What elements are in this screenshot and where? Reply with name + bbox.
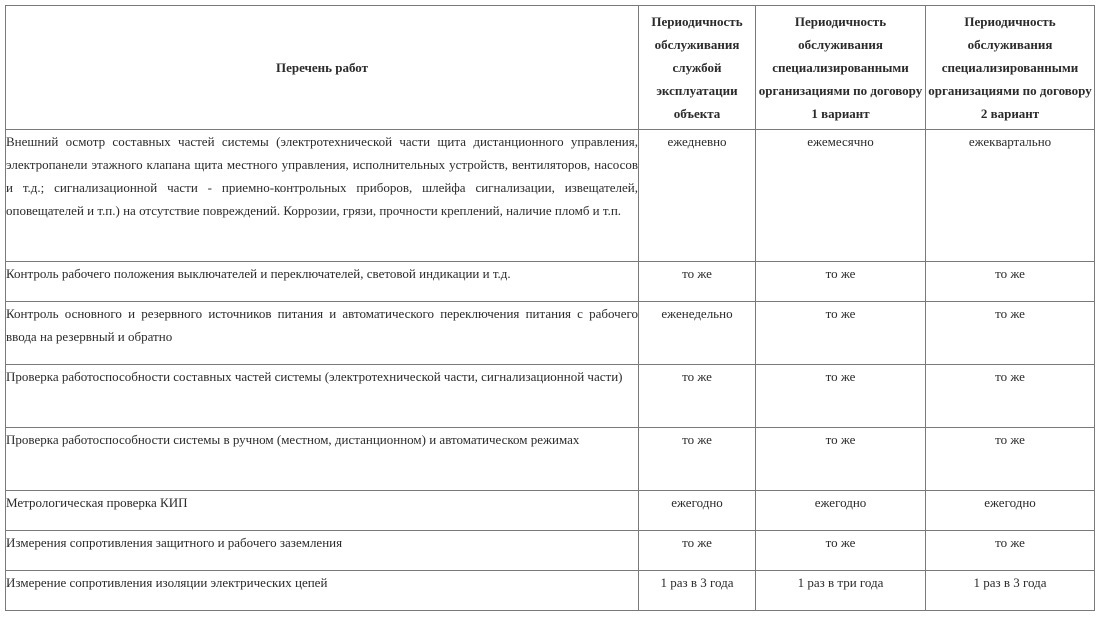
service-cell: то же bbox=[639, 531, 756, 571]
work-cell: Проверка работоспособности составных частей системы (электротехнической части, сигнализационной части) bbox=[6, 365, 639, 428]
header-work-list: Перечень работ bbox=[6, 6, 639, 130]
option2-cell: то же bbox=[926, 428, 1095, 491]
option1-cell: то же bbox=[756, 365, 926, 428]
work-cell: Измерения сопротивления защитного и рабочего заземления bbox=[6, 531, 639, 571]
option1-cell: то же bbox=[756, 302, 926, 365]
table-row bbox=[6, 130, 1095, 262]
header-contract-option-1: Периодичность обслуживания специализированными организациями по договору 1 вариант bbox=[756, 6, 926, 130]
service-cell: 1 раз в 3 года bbox=[639, 571, 756, 611]
header-service-periodicity: Периодичность обслуживания службой эксплуатации объекта bbox=[639, 6, 756, 130]
table-row bbox=[6, 365, 1095, 428]
service-cell: то же bbox=[639, 365, 756, 428]
option2-cell: ежегодно bbox=[926, 491, 1095, 531]
service-cell: то же bbox=[639, 262, 756, 302]
service-cell: ежегодно bbox=[639, 491, 756, 531]
option2-cell: то же bbox=[926, 302, 1095, 365]
work-cell: Метрологическая проверка КИП bbox=[6, 491, 639, 531]
work-cell: Контроль основного и резервного источников питания и автоматического переключения питания с рабочего ввода на резервный и обратно bbox=[6, 302, 639, 365]
table-header-row bbox=[6, 6, 1095, 130]
option2-cell: то же bbox=[926, 262, 1095, 302]
option1-cell: 1 раз в три года bbox=[756, 571, 926, 611]
table-row bbox=[6, 531, 1095, 571]
option1-cell: то же bbox=[756, 262, 926, 302]
work-cell: Внешний осмотр составных частей системы (электротехнической части щита дистанционного управления, электропанели этажного клапана щита местного управления, исполнительных устройств, вентиляторов, насосов и т.д.; сигнализационной части - приемно-контрольных приборов, шлейфа сигнализации, извещателей, оповещателей и т.п.) на отсутствие повреждений. Коррозии, грязи, прочности креплений, наличие пломб и т.п. bbox=[6, 130, 639, 262]
option2-cell: то же bbox=[926, 531, 1095, 571]
service-cell: ежедневно bbox=[639, 130, 756, 262]
table-row bbox=[6, 302, 1095, 365]
table-row bbox=[6, 428, 1095, 491]
maintenance-schedule-table bbox=[5, 5, 1095, 611]
option2-cell: то же bbox=[926, 365, 1095, 428]
table-row bbox=[6, 491, 1095, 531]
table-row bbox=[6, 571, 1095, 611]
service-cell: еженедельно bbox=[639, 302, 756, 365]
option2-cell: 1 раз в 3 года bbox=[926, 571, 1095, 611]
option2-cell: ежеквартально bbox=[926, 130, 1095, 262]
work-cell: Проверка работоспособности системы в ручном (местном, дистанционном) и автоматическом режимах bbox=[6, 428, 639, 491]
service-cell: то же bbox=[639, 428, 756, 491]
option1-cell: ежемесячно bbox=[756, 130, 926, 262]
table-row bbox=[6, 262, 1095, 302]
option1-cell: то же bbox=[756, 428, 926, 491]
option1-cell: то же bbox=[756, 531, 926, 571]
option1-cell: ежегодно bbox=[756, 491, 926, 531]
work-cell: Контроль рабочего положения выключателей и переключателей, световой индикации и т.д. bbox=[6, 262, 639, 302]
work-cell: Измерение сопротивления изоляции электрических цепей bbox=[6, 571, 639, 611]
header-contract-option-2: Периодичность обслуживания специализированными организациями по договору 2 вариант bbox=[926, 6, 1095, 130]
